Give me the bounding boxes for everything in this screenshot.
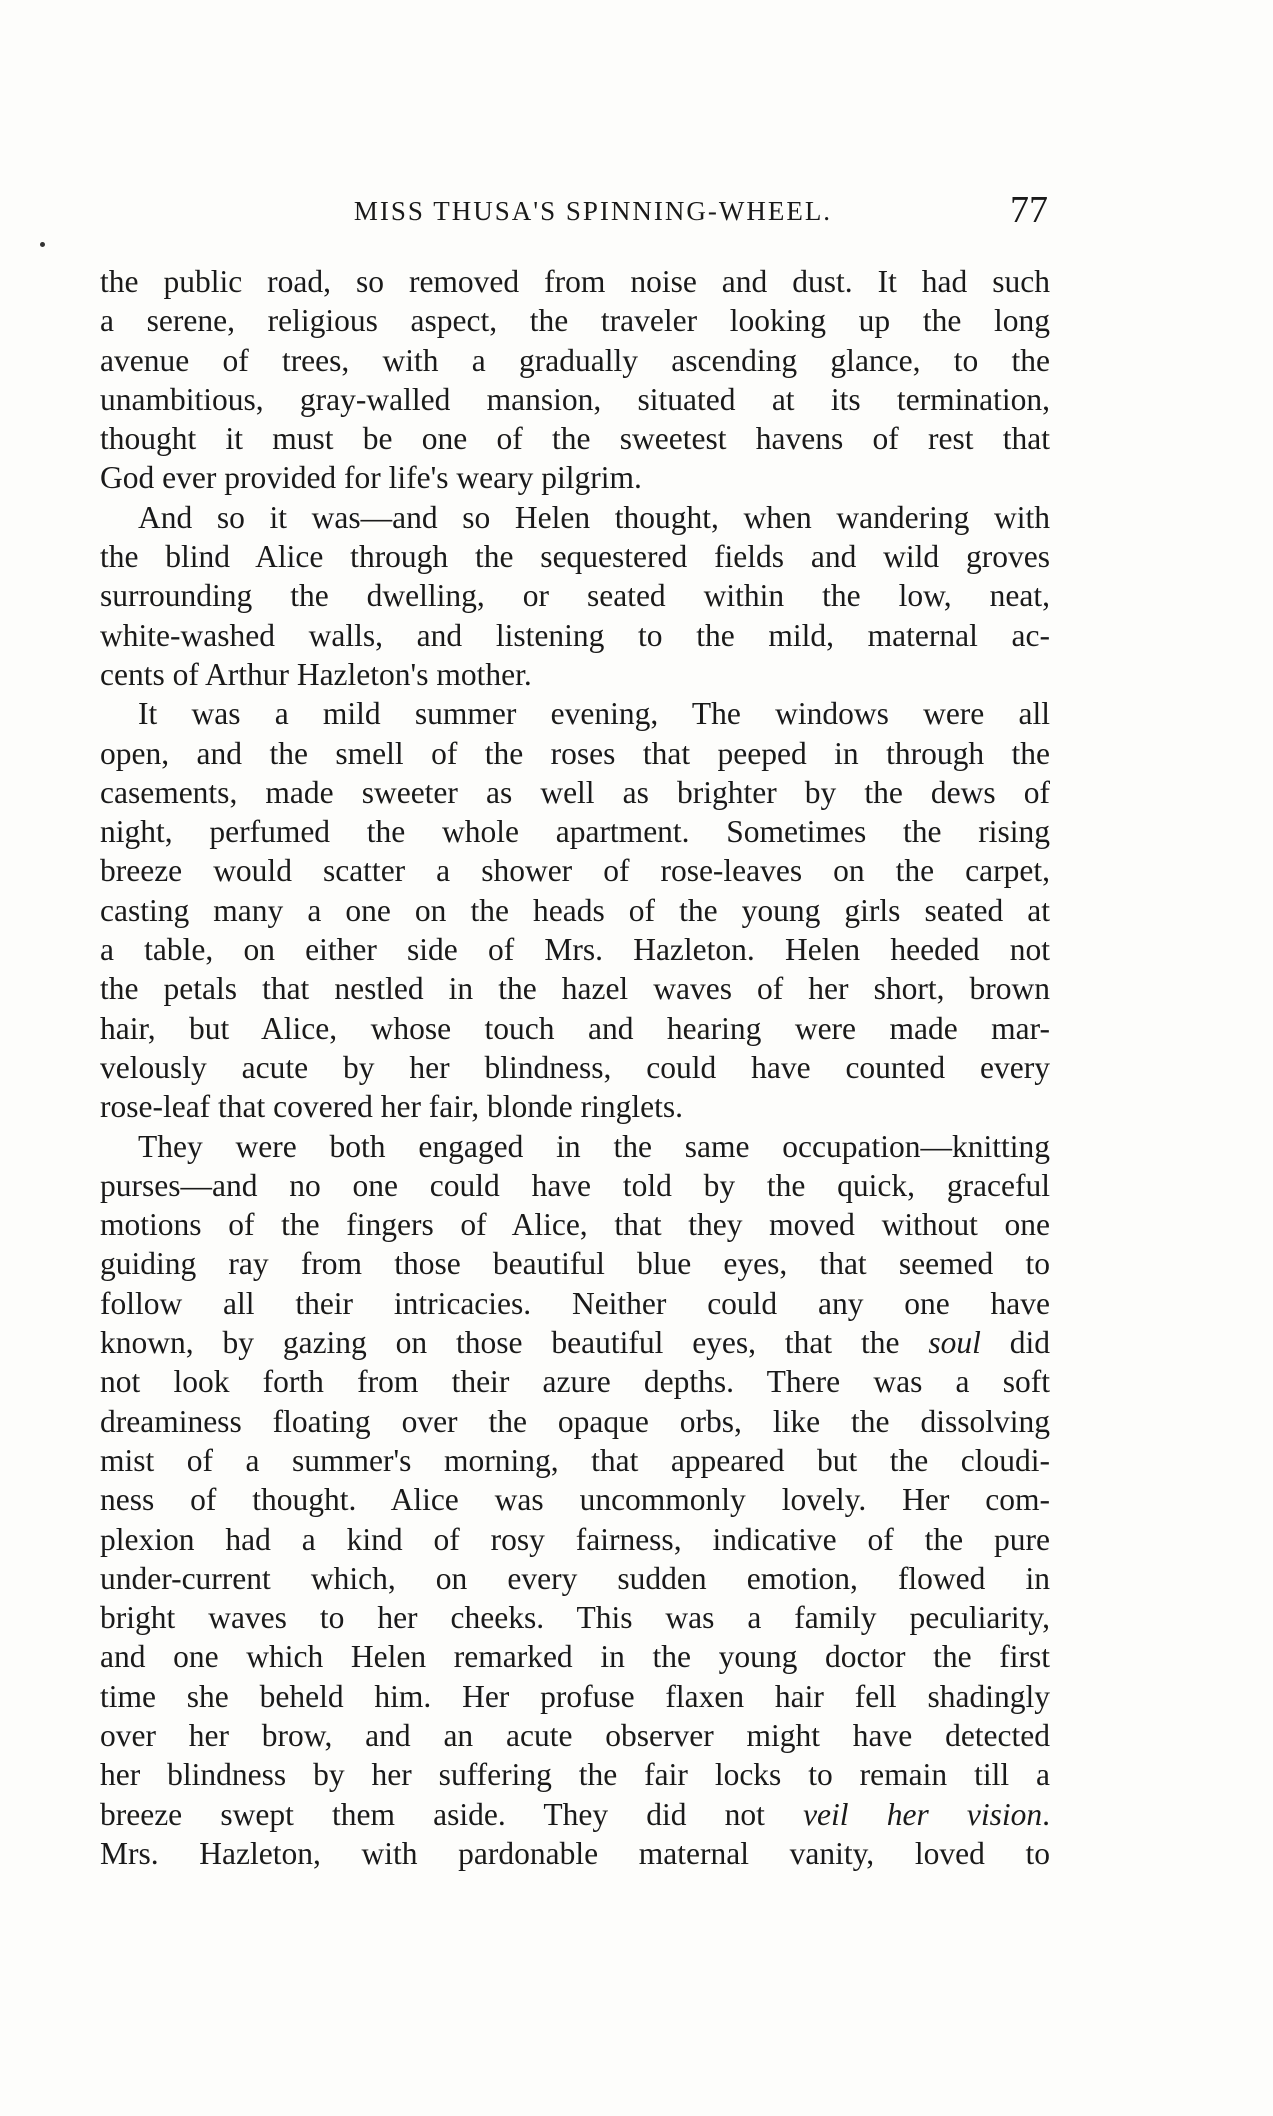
text-line: time she beheld him. Her profuse flaxen hair fell shadingly bbox=[100, 1678, 1050, 1714]
text-line: rose-leaf that covered her fair, blonde ringlets. bbox=[100, 1089, 683, 1125]
text-line: ness of thought. Alice was uncommonly lovely. Her com- bbox=[100, 1482, 1050, 1518]
italic-phrase: veil her vision bbox=[803, 1796, 1043, 1832]
text-line-with-italic bbox=[100, 1323, 1050, 1362]
text-line: night, perfumed the whole apartment. Sometimes the rising bbox=[100, 814, 1050, 850]
text-line: the blind Alice through the sequestered fields and wild groves bbox=[100, 539, 1050, 575]
text-line: motions of the fingers of Alice, that they moved without one bbox=[100, 1207, 1050, 1243]
text-segment: did bbox=[980, 1325, 1050, 1361]
text-segment: . bbox=[1042, 1796, 1050, 1832]
text-line: dreaminess floating over the opaque orbs, like the dissolving bbox=[100, 1403, 1050, 1439]
text-line: velously acute by her blindness, could have counted every bbox=[100, 1049, 1050, 1085]
text-line: thought it must be one of the sweetest havens of rest that bbox=[100, 421, 1050, 457]
text-line: white-washed walls, and listening to the mild, maternal ac- bbox=[100, 617, 1050, 653]
text-line: her blindness by her suffering the fair locks to remain till a bbox=[100, 1757, 1050, 1793]
text-line: God ever provided for life's weary pilgrim. bbox=[100, 460, 642, 496]
paragraph-start-line: And so it was—and so Helen thought, when wandering with bbox=[138, 499, 1050, 535]
text-line: unambitious, gray-walled mansion, situated at its termination, bbox=[100, 381, 1050, 417]
text-line: under-current which, on every sudden emotion, flowed in bbox=[100, 1560, 1050, 1596]
text-line: plexion had a kind of rosy fairness, indicative of the pure bbox=[100, 1521, 1050, 1557]
text-line: the public road, so removed from noise and dust. It had such bbox=[100, 264, 1050, 299]
text-line: over her brow, and an acute observer might have detected bbox=[100, 1717, 1050, 1753]
text-line: guiding ray from those beautiful blue eyes, that seemed to bbox=[100, 1246, 1050, 1282]
text-line: and one which Helen remarked in the young doctor the first bbox=[100, 1639, 1050, 1675]
text-line: the petals that nestled in the hazel waves of her short, brown bbox=[100, 971, 1050, 1007]
body-text bbox=[100, 262, 1050, 1873]
text-line: breeze would scatter a shower of rose-leaves on the carpet, bbox=[100, 853, 1050, 889]
text-line: Mrs. Hazleton, with pardonable maternal vanity, loved to bbox=[100, 1835, 1050, 1871]
text-segment: known, by gazing on those beautiful eyes, that the bbox=[100, 1325, 929, 1361]
italic-word: soul bbox=[928, 1325, 981, 1361]
text-line: cents of Arthur Hazleton's mother. bbox=[100, 656, 532, 692]
text-line: purses—and no one could have told by the quick, graceful bbox=[100, 1167, 1050, 1203]
running-title: MISS THUSA'S SPINNING-WHEEL. bbox=[353, 196, 833, 226]
text-line: casements, made sweeter as well as brighter by the dews of bbox=[100, 774, 1050, 810]
text-line: follow all their intricacies. Neither could any one have bbox=[100, 1285, 1050, 1321]
stray-ink-mark bbox=[40, 242, 45, 247]
text-line: bright waves to her cheeks. This was a family peculiarity, bbox=[100, 1600, 1050, 1636]
paragraph-start-line: They were both engaged in the same occupation—knitting bbox=[138, 1128, 1050, 1164]
text-line: avenue of trees, with a gradually ascending glance, to the bbox=[100, 342, 1050, 378]
running-head bbox=[100, 189, 1060, 242]
text-line: a serene, religious aspect, the traveler looking up the long bbox=[100, 303, 1050, 339]
paragraph-start-line: It was a mild summer evening, The windows were all bbox=[138, 696, 1050, 732]
text-segment: breeze swept them aside. They did not bbox=[100, 1796, 804, 1832]
text-line: a table, on either side of Mrs. Hazleton. Helen heeded not bbox=[100, 932, 1050, 968]
text-line: not look forth from their azure depths. There was a soft bbox=[100, 1364, 1050, 1400]
page-number: 77 bbox=[1010, 189, 1048, 231]
text-line: casting many a one on the heads of the young girls seated at bbox=[100, 892, 1050, 928]
text-line-with-italic bbox=[100, 1795, 1050, 1834]
text-line: open, and the smell of the roses that peeped in through the bbox=[100, 735, 1050, 771]
text-line: hair, but Alice, whose touch and hearing were made mar- bbox=[100, 1010, 1050, 1046]
text-line: surrounding the dwelling, or seated within the low, neat, bbox=[100, 578, 1050, 614]
text-line: mist of a summer's morning, that appeared but the cloudi- bbox=[100, 1442, 1050, 1478]
